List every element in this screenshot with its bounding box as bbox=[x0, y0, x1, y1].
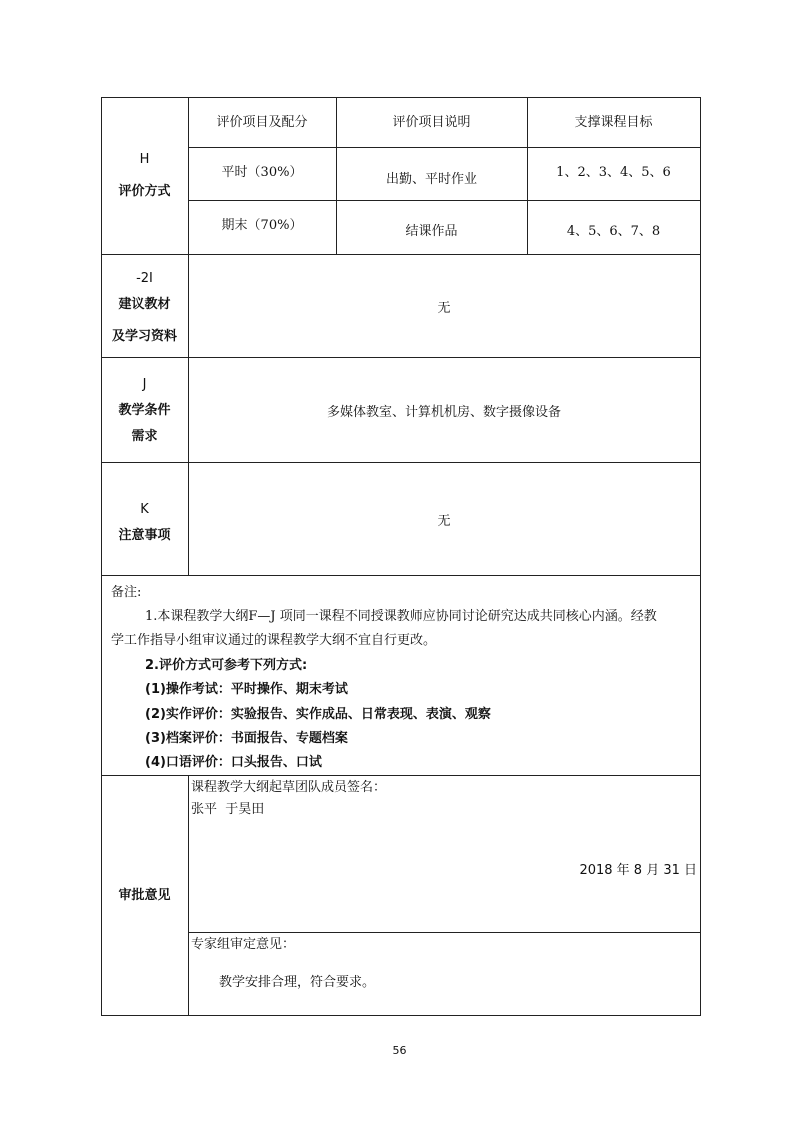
eval-row-1-desc: 出勤、平时作业 bbox=[385, 172, 477, 187]
eval-header-item: 评价项目及配分 bbox=[216, 115, 308, 130]
page-number: 56 bbox=[392, 1044, 407, 1057]
notes-letter: K bbox=[140, 502, 149, 517]
approval-label: 审批意见 bbox=[118, 888, 171, 903]
materials-label-line2: 及学习资料 bbox=[111, 329, 177, 344]
row-divider-eval bbox=[101, 254, 701, 255]
conditions-value: 多媒体教室、计算机机房、数字摄像设备 bbox=[326, 405, 561, 420]
drafters-title: 课程教学大纲起草团队成员签名： bbox=[191, 780, 387, 795]
conditions-label-line1: 教学条件 bbox=[118, 403, 171, 418]
remarks-item-2: (2)实作评价：实验报告、实作成品、日常表现、表演、观察 bbox=[145, 707, 491, 722]
expert-title: 专家组审定意见： bbox=[191, 937, 296, 952]
remarks-item-3: (3)档案评价：书面报告、专题档案 bbox=[145, 731, 348, 746]
eval-label: 评价方式 bbox=[118, 184, 171, 199]
remarks-line-1b: 学工作指导小组审议通过的课程教学大纲不宜自行更改。 bbox=[111, 633, 437, 648]
drafters-signatures: 张平 于昊田 bbox=[191, 802, 265, 817]
eval-row-1-item: 平时（30%） bbox=[221, 165, 303, 180]
eval-row-2-item: 期末（70%） bbox=[221, 218, 303, 233]
materials-label-line1: 建议教材 bbox=[118, 297, 171, 312]
conditions-letter: J bbox=[142, 377, 147, 392]
eval-header-divider bbox=[188, 147, 700, 148]
materials-value: 无 bbox=[437, 301, 451, 316]
eval-row-divider bbox=[188, 200, 700, 201]
approval-date: 2018 年 8 月 31 日 bbox=[579, 863, 697, 878]
conditions-label-line2: 需求 bbox=[131, 429, 158, 444]
eval-letter: H bbox=[139, 152, 150, 167]
remarks-item-4: (4)口语评价：口头报告、口试 bbox=[145, 755, 322, 770]
row-divider-remarks bbox=[101, 775, 701, 776]
row-divider-materials bbox=[101, 357, 701, 358]
eval-header-desc: 评价项目说明 bbox=[392, 115, 471, 130]
notes-label: 注意事项 bbox=[118, 528, 171, 543]
materials-code: -2I bbox=[136, 271, 153, 286]
eval-row-2-desc: 结课作品 bbox=[405, 224, 458, 239]
notes-value: 无 bbox=[437, 514, 451, 529]
remarks-line-2: 2.评价方式可参考下列方式: bbox=[145, 658, 308, 673]
remarks-line-1a: 1.本课程教学大纲F—J 项同一课程不同授课教师应协同讨论研究达成共同核心内涵。经教 bbox=[145, 609, 657, 624]
approval-inner-divider bbox=[188, 932, 700, 933]
eval-row-1-goals: 1、2、3、4、5、6 bbox=[556, 165, 671, 180]
row-divider-conditions bbox=[101, 462, 701, 463]
remarks-item-1: (1)操作考试：平时操作、期末考试 bbox=[145, 682, 348, 697]
remarks-title: 备注: bbox=[111, 585, 142, 600]
approval-column-divider bbox=[188, 775, 189, 1016]
eval-header-goals: 支撑课程目标 bbox=[574, 115, 653, 130]
eval-row-2-goals: 4、5、6、7、8 bbox=[566, 224, 661, 239]
row-divider-notes bbox=[101, 575, 701, 576]
expert-opinion: 教学安排合理，符合要求。 bbox=[219, 975, 376, 990]
